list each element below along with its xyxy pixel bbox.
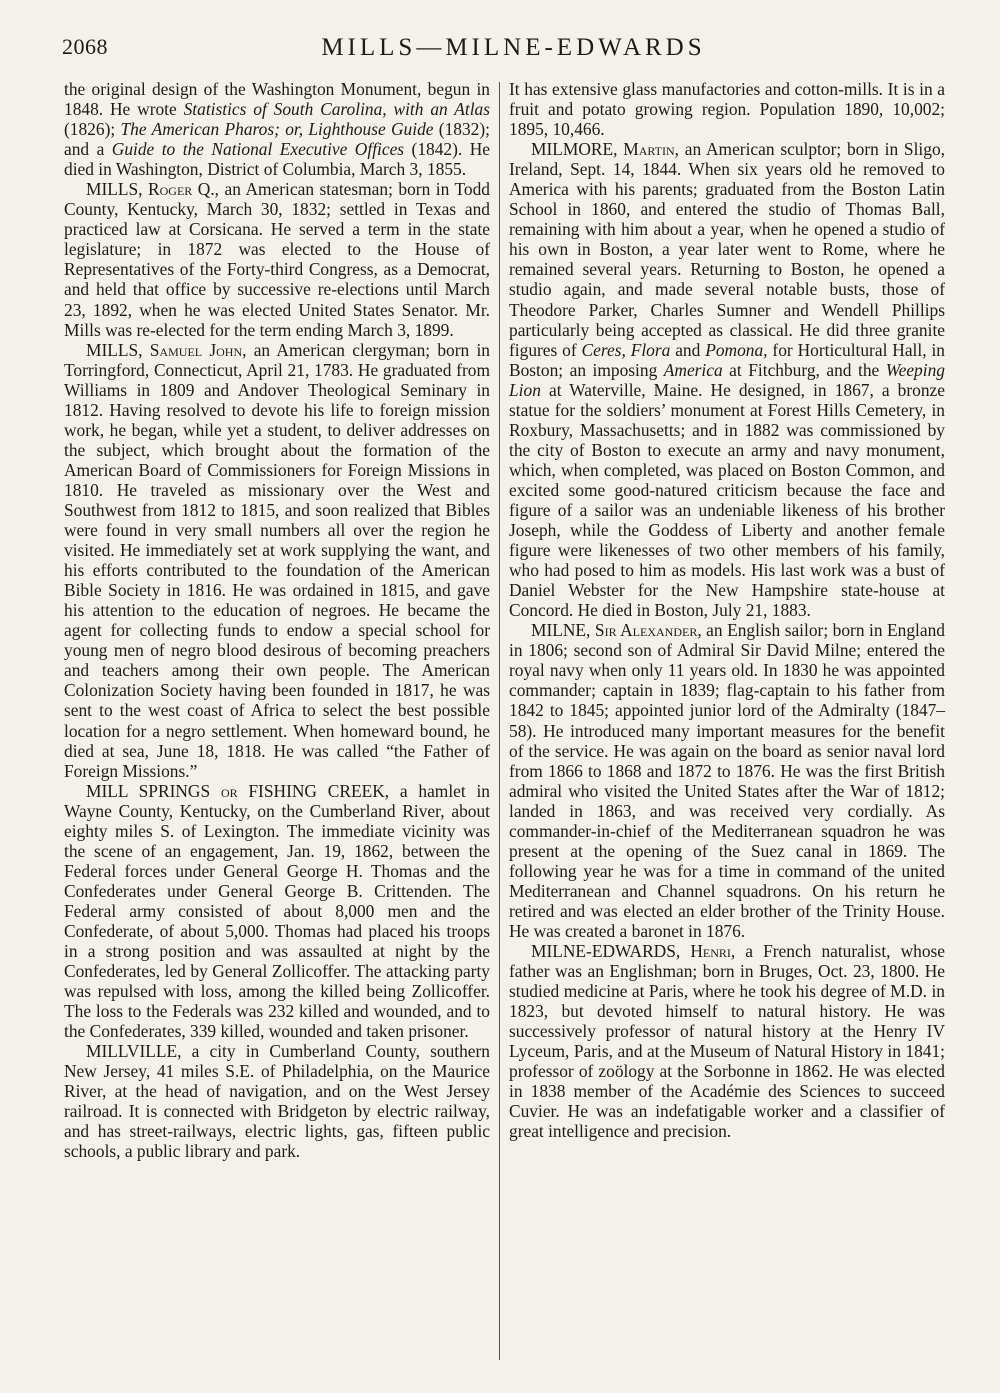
entry-mills-samuel — [64, 340, 490, 781]
entry-text: for Horticultural Hall, in Boston; an imposing — [509, 339, 945, 380]
entry-text: , a city in Cumberland County, southern New Jersey, 41 miles S.E. of Philadelphia, on the Maurice River, at the head of navigation, and on the West Jersey railroad. It is connected with Bridgeton by electric railway, and has street-railways, electric lights, gas, fifteen public schools, a public library and park. — [64, 1041, 490, 1162]
entry-milmore-martin — [509, 139, 945, 620]
entry-headword: FISHING CREEK — [237, 780, 385, 801]
entry-headword: MILLS, — [86, 179, 149, 200]
entry-text: (1832); and a — [64, 119, 491, 160]
entry-text: , a hamlet in Wayne County, Kentucky, on the Cumberland River, about eighty miles S. of Lexington. The immediate vicinity was the scene of an engagement, Jan. 19, 1862, between the Federal forces under General George H. Thomas and the Confederates under General George B. Crittenden. The Federal army consisted of about 8,000 men and the Confederate, of about 5,000. Thomas had placed his troops in a strong position and was assaulted at night by the Confederates, led by General Zollicoffer. The attacking party was repulsed with loss, among the killed being Zollicoffer. The loss to the Federals was 232 killed and wounded, and to the Confederates, 339 killed, wounded and taken prisoner. — [64, 780, 490, 1042]
entry-mills-robert-continued — [64, 79, 490, 179]
entry-headword: MILLVILLE — [86, 1041, 178, 1062]
entry-given-name: Henri — [690, 941, 731, 962]
entry-milne-alexander — [509, 620, 945, 941]
entry-given-name: Sir Alexander — [594, 620, 698, 641]
page-number: 2068 — [62, 34, 108, 59]
entry-text: It has extensive glass manufactories and cotton-mills. It is in a fruit and potato growing region. Population 1890, 10,002; 1895, 10,466. — [509, 79, 945, 140]
artwork-title: America — [663, 359, 723, 380]
entry-milne-edwards-henri — [509, 941, 945, 1141]
entry-mills-roger — [64, 179, 490, 339]
entry-headword: MILL SPRINGS — [86, 780, 221, 801]
artwork-title: Ceres, Flora — [581, 339, 671, 360]
entry-text: , a French naturalist, whose father was an Englishman; born in Bruges, Oct. 23, 1800. He studied medicine at Paris, where he took his degree of M.D. in 1823, but devoted himself to natural history. He was successively professor of natural history at the Henry IV Lyceum, Paris, and at the Museum of Natural History in 1841; professor of zoölogy at the Sorbonne in 1862. He was elected in 1838 member of the Académie des Sciences to succeed Cuvier. He was an indefatigable worker and a classifier of great intelligence and precision. — [509, 941, 945, 1142]
left-column — [64, 79, 490, 1162]
entry-headword: MILMORE, — [531, 139, 624, 160]
entry-text: at Waterville, Maine. He designed, in 1867, a bronze statue for the soldiers’ monument at Forest Hills Cemetery, in Roxbury, Massachusetts; and in 1882 was commissioned by the city of Boston to execute an army and navy monument, which, when completed, was placed on Boston Common, and excited some good-natured criticism because the face and figure of a sailor was an undeniable likeness of his brother Joseph, while the Goddess of Liberty and another female figure were likenesses of two other members of his family, who had posed to him as models. His last work was a bust of Daniel Webster for the New Hampshire state-house at Concord. He died in Boston, July 21, 1883. — [509, 379, 945, 621]
entry-headword-connector: or — [220, 780, 238, 801]
page-header — [62, 34, 945, 70]
entry-headword: MILNE-EDWARDS, — [531, 941, 691, 962]
entry-text: Q., an American statesman; born in Todd County, Kentucky, March 30, 1832; settled in Texas and practiced law at Corsicana. He served a term in the state legislature; in 1872 was elected to the House of Representatives of the Forty-third Congress, as a Democrat, and held that office by successive re-elections until March 23, 1892, when he was elected United States Senator. Mr. Mills was re-elected for the term ending March 3, 1899. — [64, 179, 490, 340]
entry-millville-continued — [509, 79, 945, 139]
book-title: Guide to the National Executive Offices — [111, 139, 405, 160]
entry-text: the original design of the Washington Monument, begun in 1848. He wrote — [64, 79, 490, 120]
running-title: MILLS—MILNE-EDWARDS — [321, 34, 706, 61]
right-column — [509, 79, 945, 1141]
entry-text: (1826); — [64, 119, 121, 140]
entry-text: , an American sculptor; born in Sligo, Ireland, Sept. 14, 1844. When six years old he removed to America with his parents; graduated from the Boston Latin School in 1860, and entered the studio of Thomas Ball, remaining with him about a year, when he opened a studio of his own in Boston, a year later went to Rome, where he remained several years. Returning to Boston, he opened a studio again, and made several notable busts, those of Theodore Parker, Charles Sumner and Wendell Phillips particularly being accepted as classical. He did three granite figures of — [509, 139, 945, 360]
entry-given-name: Martin — [623, 139, 675, 160]
entry-mill-springs — [64, 781, 490, 1042]
column-divider — [499, 82, 500, 1360]
entry-headword: MILLS, — [86, 339, 150, 360]
entry-text: at Fitchburg, and the — [722, 359, 886, 380]
entry-text: and — [670, 339, 706, 360]
entry-text: (1842). He died in Washington, District of Columbia, March 3, 1855. — [64, 139, 490, 180]
entry-text: , an English sailor; born in England in 1806; second son of Admiral Sir David Milne; entered the royal navy when only 11 years old. In 1830 he was appointed commander; captain in 1839; flag-captain to his father from 1842 to 1845; appointed junior lord of the Admiralty (1847–58). He introduced many important measures for the benefit of the service. He was again on the board as senior naval lord from 1866 to 1868 and 1872 to 1876. He was the first British admiral who visited the United States after the War of 1812; landed in 1863, and was received very cordially. As commander-in-chief of the Mediterranean squadron he was present at the opening of the Suez canal in 1869. The following year he was for a time in command of the united Mediterranean and Channel squadrons. On his return he retired and was elected an elder brother of the Trinity House. He was created a baronet in 1876. — [509, 620, 945, 941]
entry-given-name: Roger — [148, 179, 193, 200]
book-title: Statistics of South Carolina, with an Atlas — [183, 99, 491, 120]
entry-text: , an American clergyman; born in Torringford, Connecticut, April 21, 1783. He graduated from Williams in 1809 and Andover Theological Seminary in 1812. Having resolved to devote his life to foreign mission work, he began, while yet a student, to deliver addresses on the subject, which brought about the formation of the American Board of Commissioners for Foreign Missions in 1810. He traveled as missionary over the West and Southwest from 1812 to 1815, and soon realized that Bibles were found in very small numbers all over the region he visited. He immediately set at work supplying the want, and his efforts contributed to the foundation of the American Bible Society in 1816. He was ordained in 1815, and gave his attention to the education of negroes. He became the agent for collecting funds to endow a special school for young men of negro blood desirous of becoming preachers and teachers among their own people. The American Colonization Society having been founded in 1817, he was sent to the west coast of Africa to select the best possible location for a negro settlement. When homeward bound, he died at sea, June 18, 1818. He was called “the Father of Foreign Missions.” — [64, 339, 490, 781]
book-title: The American Pharos; or, Lighthouse Guide — [120, 119, 434, 140]
entry-headword: MILNE, — [531, 620, 595, 641]
artwork-title: Weeping Lion — [509, 359, 945, 400]
artwork-title: Pomona, — [705, 339, 768, 360]
entry-given-name: Samuel John — [149, 339, 243, 360]
entry-millville — [64, 1041, 490, 1161]
